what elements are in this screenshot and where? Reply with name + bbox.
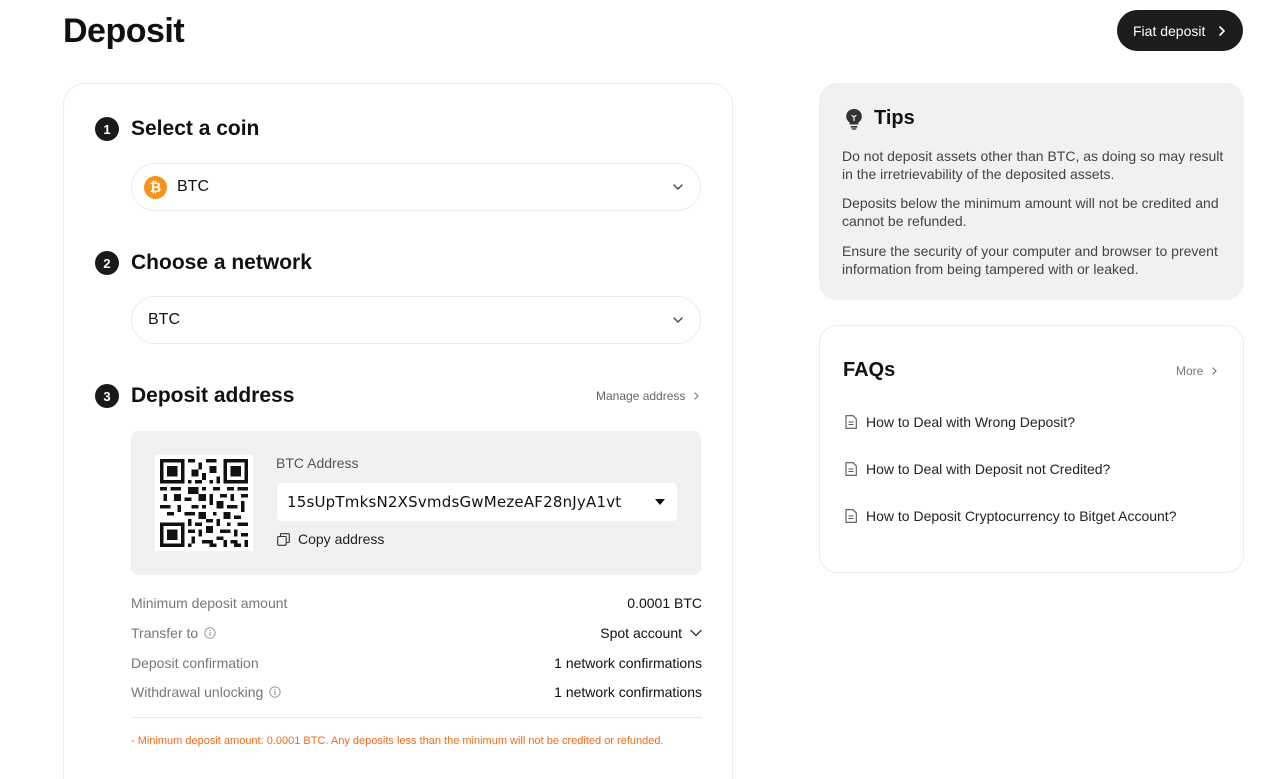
step-number: 3 — [95, 384, 119, 408]
faq-item-label: How to Deposit Cryptocurrency to Bitget Account? — [866, 508, 1177, 524]
step-deposit-address — [95, 384, 294, 408]
manage-address-link[interactable] — [596, 389, 700, 403]
minimum-deposit-warning: - Minimum deposit amount: 0.0001 BTC. Any deposits less than the minimum will not be credited or refunded. — [131, 735, 664, 747]
step-number: 1 — [95, 117, 119, 141]
faq-item[interactable] — [845, 414, 1075, 430]
info-row-withdrawal-unlocking — [131, 684, 702, 700]
step-select-coin — [95, 117, 259, 141]
info-label — [131, 595, 287, 611]
chevron-down-icon — [672, 181, 684, 193]
info-value: 1 network confirmations — [554, 684, 702, 700]
chevron-down-icon — [690, 629, 702, 637]
tip-item: Deposits below the minimum amount will not be credited and cannot be refunded. — [842, 195, 1219, 229]
faq-item[interactable] — [845, 461, 1110, 477]
fiat-deposit-button[interactable] — [1117, 10, 1243, 51]
copy-address-button[interactable] — [277, 531, 384, 547]
faq-card — [819, 325, 1244, 573]
chevron-right-icon — [693, 392, 700, 400]
manage-address-label: Manage address — [596, 389, 686, 403]
deposit-card — [63, 83, 733, 779]
step-choose-network — [95, 251, 312, 275]
copy-address-label: Copy address — [298, 531, 385, 547]
lightbulb-icon — [844, 108, 864, 130]
transfer-to-value: Spot account — [600, 625, 682, 641]
faq-title: FAQs — [843, 359, 896, 381]
tips-card — [819, 83, 1244, 300]
info-row-transfer-to — [131, 625, 702, 641]
caret-down-icon — [655, 499, 665, 505]
step-title: Select a coin — [131, 117, 260, 140]
info-label — [131, 684, 281, 700]
document-icon — [845, 415, 857, 429]
tips-title: Tips — [874, 107, 915, 129]
network-select-value: BTC — [148, 311, 180, 328]
tips-header — [844, 107, 915, 130]
qr-code-icon — [160, 459, 248, 547]
step-title: Choose a network — [131, 251, 312, 274]
faq-item-label: How to Deal with Wrong Deposit? — [866, 414, 1076, 430]
document-icon — [845, 462, 857, 476]
info-icon[interactable] — [204, 627, 216, 639]
chevron-right-icon — [1211, 367, 1218, 375]
info-label-text: Withdrawal unlocking — [131, 684, 264, 700]
coin-select-value: BTC — [177, 178, 209, 195]
faq-more-link[interactable] — [1176, 364, 1218, 378]
copy-icon — [277, 533, 290, 546]
address-select[interactable] — [277, 483, 677, 521]
info-label-text: Transfer to — [131, 625, 199, 641]
qr-code — [155, 455, 253, 551]
step-number: 2 — [95, 251, 119, 275]
page-title: Deposit — [63, 12, 185, 50]
info-row-min-deposit — [131, 595, 702, 611]
info-value: 1 network confirmations — [554, 655, 702, 671]
info-label-text: Minimum deposit amount — [131, 595, 288, 611]
info-label — [131, 625, 216, 641]
chevron-down-icon — [672, 314, 684, 326]
network-select[interactable] — [131, 296, 701, 344]
address-value: 15sUpTmksN2XSvmdsGwMezeAF28nJyA1vt — [287, 493, 622, 511]
faq-item-label: How to Deal with Deposit not Credited? — [866, 461, 1111, 477]
info-label-text: Deposit confirmation — [131, 655, 259, 671]
address-panel — [131, 431, 701, 575]
btc-coin-icon: ₿ — [144, 176, 167, 199]
info-row-deposit-confirmation — [131, 655, 702, 671]
fiat-deposit-label: Fiat deposit — [1133, 22, 1206, 39]
chevron-right-icon — [1217, 26, 1227, 36]
coin-select[interactable] — [131, 163, 701, 211]
info-label — [131, 655, 259, 671]
step-title: Deposit address — [131, 384, 295, 407]
info-icon[interactable] — [269, 686, 281, 698]
address-label: BTC Address — [276, 455, 359, 471]
tip-item: Ensure the security of your computer and browser to prevent information from being tampered with or leaked. — [842, 243, 1218, 277]
faq-item[interactable] — [845, 508, 1176, 524]
info-value: 0.0001 BTC — [627, 595, 702, 611]
transfer-to-select[interactable] — [600, 625, 702, 641]
tip-item: Do not deposit assets other than BTC, as doing so may result in the irretrievability of the deposited assets. — [842, 148, 1224, 182]
faq-more-label: More — [1176, 364, 1204, 378]
document-icon — [845, 509, 857, 523]
divider — [131, 717, 702, 718]
